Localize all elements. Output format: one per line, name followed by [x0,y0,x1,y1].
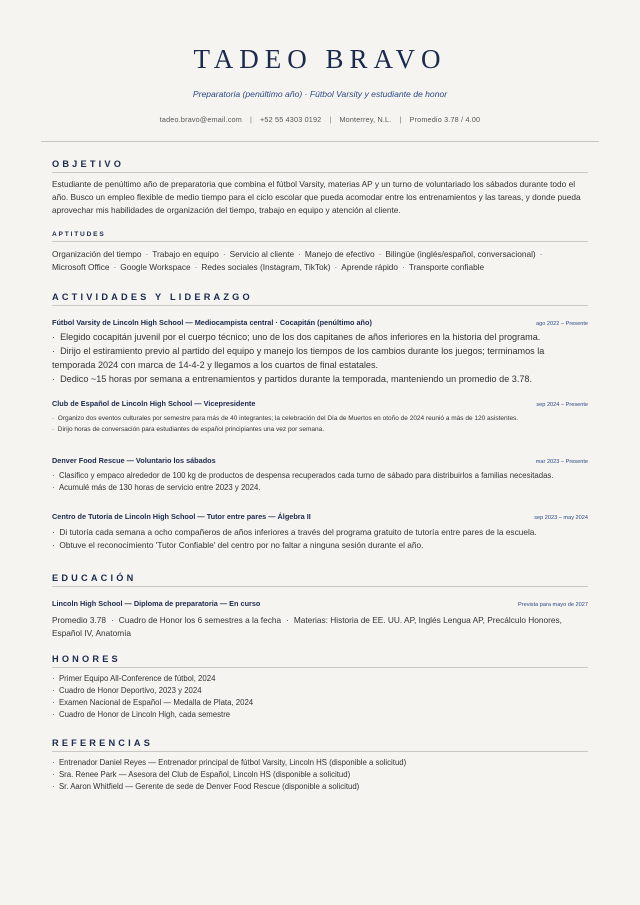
contact-phone: +52 55 4303 0192 [260,115,322,124]
section-title: REFERENCIAS [52,738,154,748]
activity-entry [52,456,588,494]
section-actividades [52,292,588,306]
entry-bullets [52,330,588,386]
list-item: · Cuadro de Honor de Lincoln High, cada semestre [52,710,231,719]
objective-text: Estudiante de penúltimo año de preparatoria que combina el fútbol Varsity, materias AP y un turno de voluntariado los sábados durante todo el año. Busco un empleo flexible de medio tiempo para el ciclo escolar que pueda acomodar entre los entrenamientos y las tareas, y donde pueda aprovechar mis habilidades de organización del tiempo, trabajo en equipo y atención al cliente. [52,179,581,215]
section-title: OBJETIVO [52,159,125,169]
bullet-item: · Obtuve el reconocimiento 'Tutor Confiable' del centro por no faltar a ninguna sesión durante el año. [52,540,424,550]
education-details: Promedio 3.78 · Cuadro de Honor los 6 semestres a la fecha · Materias: Historia de EE. UU. AP, Inglés Lengua AP, Precálculo Honores, Español IV, Anatomía [52,615,562,638]
entry-title: Denver Food Rescue — Voluntario los sábados [52,456,216,465]
section-title: APTITUDES [52,231,106,238]
separator: | [249,115,253,124]
skill-item: Google Workspace [120,262,191,272]
contact-line [0,115,640,124]
section-title: EDUCACIÓN [52,573,137,583]
skill-item: Bilingüe (inglés/español, conversacional) [385,249,536,259]
bullet-item: · Dedico ~15 horas por semana a entrenamientos y partidos durante la temporada, manteniendo un promedio de 3.78. [52,374,533,384]
skill-item: Transporte confiable [408,262,485,272]
section-divider [52,586,588,587]
entry-bullets [52,526,588,552]
entry-date: sep 2024 – Presente [536,402,588,408]
entry-date: mar 2023 – Presente [535,459,588,465]
education-entry [52,599,588,640]
contact-gpa: Promedio 3.78 / 4.00 [409,115,481,124]
separator: | [399,115,402,124]
entry-title: Centro de Tutoría de Lincoln High School — Tutor entre pares — Álgebra II [52,512,311,521]
entry-bullets [52,470,588,494]
separator: | [329,115,332,124]
list-item: · Cuadro de Honor Deportivo, 2023 y 2024 [52,686,202,695]
entry-date: Prevista para mayo de 2027 [518,602,588,608]
section-referencias [52,738,588,793]
skill-item: Trabajo en equipo [152,249,219,259]
references-list [52,757,588,793]
activity-entry [52,318,588,386]
bullet-item: · Clasifico y empaco alrededor de 100 kg de productos de despensa recuperados cada turno de sábado para distribuirlos a familias necesitadas. [52,471,554,480]
skills-list: Organización del tiempo · Trabajo en equipo · Servicio al cliente · Manejo de efectivo · Bilingüe (inglés/español, conversacional) · Microsoft Office · Google Workspace · Redes sociales (Instagram, TikTok) · Aprende rápido · Transporte confiable [52,249,543,272]
entry-title: Club de Español de Lincoln High School — Vicepresidente [52,399,256,408]
activity-entry [52,399,588,435]
detail-item: Cuadro de Honor los 6 semestres a la fecha [118,615,282,625]
entry-date: ago 2022 – Presente [536,321,588,327]
list-item: · Primer Equipo All-Conference de fútbol, 2024 [52,674,216,683]
detail-item: Promedio 3.78 [52,615,106,625]
skill-item: Manejo de efectivo [304,249,375,259]
section-honores [52,654,588,721]
entry-date: sep 2023 – may 2024 [534,515,588,521]
bullet-item: · Dirijo el estiramiento previo al partido del equipo y manejo los tiempos de los cambios durante los juegos; terminamos la temporada 2024 con marca de 14-4-2 y llegamos a los cuartos de final estatales. [52,346,545,370]
list-item: · Sra. Renee Park — Asesora del Club de Español, Lincoln HS (disponible a solicitud) [52,770,351,779]
skill-item: Servicio al cliente [229,249,295,259]
skill-item: Organización del tiempo [52,249,142,259]
section-educacion [52,573,588,587]
detail-item: Materias: Historia de EE. UU. AP, Inglés Lengua AP, Precálculo Honores, Español IV, Anatomía [52,615,562,638]
bullet-item: · Dirijo horas de conversación para estudiantes de español principiantes una vez por semana. [52,426,325,433]
entry-title: Fútbol Varsity de Lincoln High School — Mediocampista central · Cocapitán (penúltimo año) [52,318,372,327]
bullet-item: · Elegido cocapitán juvenil por el cuerpo técnico; uno de los dos capitanes de años inferiores en la historia del programa. [52,332,541,342]
bullet-item: · Acumulé más de 130 horas de servicio entre 2023 y 2024. [52,483,261,492]
section-title: ACTIVIDADES Y LIDERAZGO [52,292,253,302]
section-divider [52,751,588,752]
tagline: Preparatoria (penúltimo año) · Fútbol Varsity y estudiante de honor [192,89,448,99]
bullet-item: · Organizo dos eventos culturales por semestre para más de 40 integrantes; la celebración del Día de Muertos en otoño de 2024 reunió a más de 120 asistentes. [52,415,519,422]
contact-email: tadeo.bravo@email.com [159,115,242,124]
bullet-item: · Di tutoría cada semana a ocho compañeros de años inferiores a través del programa gratuito de tutoría entre pares de la escuela. [52,527,537,537]
section-objetivo [52,159,588,217]
skill-item: Aprende rápido [341,262,399,272]
section-aptitudes [52,231,588,274]
candidate-name: TADEO BRAVO [193,44,447,74]
skill-item: Redes sociales (Instagram, TikTok) [201,262,331,272]
entry-title: Lincoln High School — Diploma de preparatoria — En curso [52,599,261,608]
section-divider [52,241,588,242]
section-divider [52,305,588,306]
section-divider [52,172,588,173]
header-divider [41,141,599,142]
contact-location: Monterrey, N.L. [339,115,392,124]
entry-bullets [52,413,588,435]
section-title: HONORES [52,654,121,664]
honors-list [52,673,588,721]
list-item: · Sr. Aaron Whitfield — Gerente de sede de Denver Food Rescue (disponible a solicitud) [52,782,360,791]
list-item: · Entrenador Daniel Reyes — Entrenador principal de fútbol Varsity, Lincoln HS (disponible a solicitud) [52,758,407,767]
activity-entry [52,512,588,552]
list-item: · Examen Nacional de Español — Medalla de Plata, 2024 [52,698,254,707]
skill-item: Microsoft Office [52,262,110,272]
section-divider [52,667,588,668]
